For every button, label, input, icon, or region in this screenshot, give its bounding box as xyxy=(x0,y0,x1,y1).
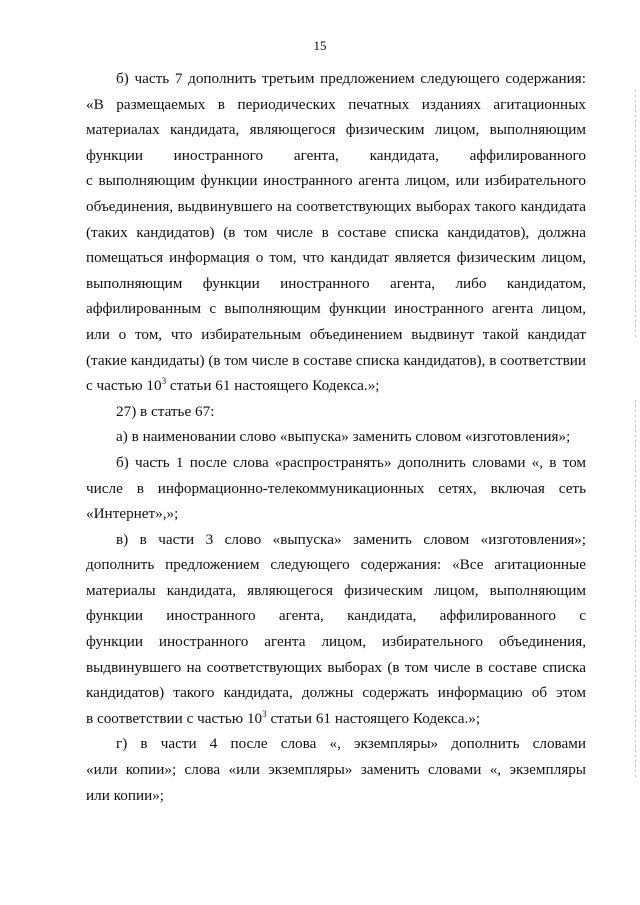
text-line: (такие кандидаты) (в том числе в составе списка кандидатов), в соответствии xyxy=(86,351,586,369)
scan-edge-mark xyxy=(635,90,636,340)
paragraph-b-part7 xyxy=(86,66,586,399)
text-line: дополнить предложением следующего содержания: «Все агитационные xyxy=(86,556,586,574)
text-line: функции иностранного агента, кандидата, аффилированного с xyxy=(86,607,586,625)
text-line: а) в наименовании слово «выпуска» заменить словом «изготовления»; xyxy=(116,428,571,446)
paragraph-a-name xyxy=(86,424,586,450)
text-line: б) часть 7 дополнить третьим предложением следующего содержания: xyxy=(116,70,586,87)
text-line: 27) в статье 67: xyxy=(116,402,215,420)
text-line: с выполняющим функции иностранного агента лицом, или избирательного xyxy=(86,172,586,190)
text-line: числе в информационно-телекоммуникационных сетях, включая сеть xyxy=(86,479,586,497)
text-fragment: статьи 61 настоящего Кодекса.»; xyxy=(266,709,481,727)
text-line: «В размещаемых в периодических печатных изданиях агитационных xyxy=(86,95,586,113)
text-line: помещаться информация о том, что кандидат является физическим лицом, xyxy=(86,249,586,267)
text-line: или о том, что избирательным объединением выдвинут такой кандидат xyxy=(86,325,586,343)
text-fragment: в соответствии с частью 10 xyxy=(86,709,263,727)
paragraph-g-part4 xyxy=(86,731,586,808)
text-line xyxy=(86,373,586,399)
page-number: 15 xyxy=(313,38,327,53)
text-line: материалы кандидата, являющегося физическим лицом, выполняющим xyxy=(86,581,586,599)
superscript: 3 xyxy=(262,708,267,719)
text-line: в) в части 3 слово «выпуска» заменить словом «изготовления»; xyxy=(116,530,586,548)
text-line: материалах кандидата, являющегося физическим лицом, выполняющим xyxy=(86,121,586,139)
text-fragment: с частью 10 xyxy=(86,377,162,395)
paragraph-v-part3 xyxy=(86,527,586,732)
text-line: объединения, выдвинувшего на соответствующих выборах такого кандидата xyxy=(86,197,586,215)
text-line: выполняющим функции иностранного агента, либо кандидатом, xyxy=(86,274,586,292)
text-line: аффилированным с выполняющим функции иностранного агента лицом, xyxy=(86,300,586,318)
text-line: кандидатов) такого кандидата, должны содержать информацию об этом xyxy=(86,684,586,702)
text-line: (таких кандидатов) (в том числе в составе списка кандидатов), должна xyxy=(86,223,586,241)
scan-edge-mark xyxy=(635,400,636,780)
superscript: 3 xyxy=(161,376,167,387)
text-fragment: статьи 61 настоящего Кодекса.»; xyxy=(166,377,380,395)
paragraph-item27 xyxy=(86,399,586,425)
text-line: выдвинувшего на соответствующих выборах (в том числе в составе списка xyxy=(86,658,586,676)
text-line: «или копии»; слова «или экземпляры» заменить словами «, экземпляры xyxy=(86,761,586,779)
text-line: «Интернет»,»; xyxy=(86,505,179,523)
document-body xyxy=(86,66,586,808)
text-line: функции иностранного агента, кандидата, аффилированного xyxy=(86,146,586,164)
text-line xyxy=(86,706,586,732)
text-line: б) часть 1 после слова «распространять» дополнить словами «, в том xyxy=(116,453,586,471)
text-line: функции иностранного агента лицом, избирательного объединения, xyxy=(86,633,586,651)
text-line: г) в части 4 после слова «, экземпляры» дополнить словами xyxy=(116,735,586,753)
text-line: или копии»; xyxy=(86,786,165,804)
paragraph-b-part1 xyxy=(86,450,586,527)
